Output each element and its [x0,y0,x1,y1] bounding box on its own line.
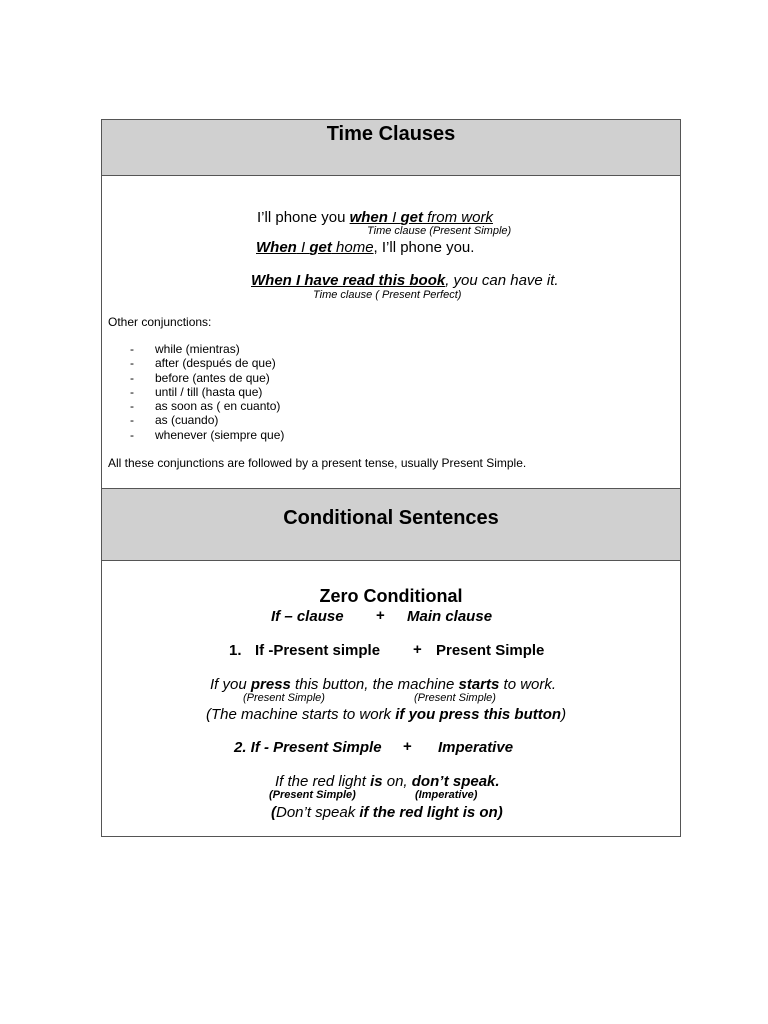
time-example-3: When I have read this book, you can have it. [251,272,559,289]
conditional-header [102,489,680,560]
list-item: - whenever (siempre que) [130,427,285,442]
conditional-example-1: If you press this button, the machine starts to work. [210,676,557,693]
list-item: - after (después de que) [130,356,276,371]
conditional-example-1-alt: (The machine starts to work if you press this button) [206,706,567,723]
example-2-note-right: (Imperative) [415,789,478,801]
divider [102,560,680,561]
conjunctions-footer: All these conjunctions are followed by a present tense, usually Present Simple. [108,456,527,470]
other-conjunctions-label: Other conjunctions: [108,315,212,329]
conditional-example-2-alt: (Don’t speak if the red light is on) [271,804,503,821]
example-1-note-left: (Present Simple) [243,692,325,704]
rule-2-right: Imperative [438,739,514,756]
time-clauses-header [102,120,680,175]
conditional-example-2: If the red light is on, don’t speak. [275,773,500,790]
list-item: - before (antes de que) [130,370,270,385]
time-example-2: When I get home, I’ll phone you. [256,239,475,256]
list-item: - as (cuando) [130,413,219,428]
example-2-note-left: (Present Simple) [269,789,356,801]
list-item: - as soon as ( en cuanto) [130,399,281,414]
rule-1-number: 1. [229,642,242,659]
structure-plus: + [376,607,385,624]
time-clauses-title: Time Clauses [326,123,456,145]
rule-1-plus: + [413,641,422,658]
divider [102,175,680,176]
zero-conditional-title: Zero Conditional [319,586,463,606]
example-1-note-right: (Present Simple) [414,692,496,704]
rule-1-right: Present Simple [436,642,545,659]
time-example-1: I’ll phone you when I get from work [257,209,493,226]
structure-left: If – clause [271,608,344,625]
grammar-sheet [101,119,681,837]
list-item: - until / till (hasta que) [130,384,263,399]
time-example-3-note: Time clause ( Present Perfect) [313,289,462,301]
structure-right: Main clause [407,608,493,625]
conjunctions-list [130,342,284,442]
rule-1-left: If -Present simple [255,642,381,659]
rule-2-plus: + [403,738,412,755]
conditional-title: Conditional Sentences [283,507,499,529]
time-example-1-note: Time clause (Present Simple) [367,225,512,237]
list-item: - while (mientras) [130,342,240,356]
rule-2-left: 2. If - Present Simple [234,739,382,756]
